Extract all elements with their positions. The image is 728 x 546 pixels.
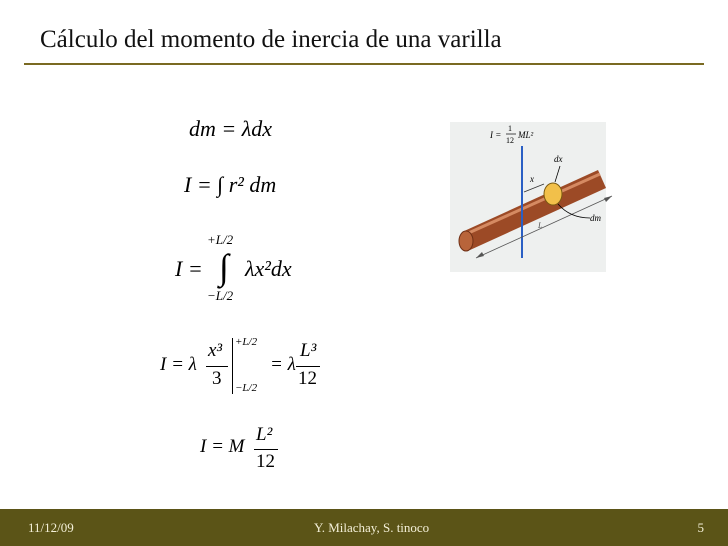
rod-diagram <box>440 118 630 278</box>
eq5-denominator: 12 <box>256 451 275 472</box>
footer-authors: Y. Milachay, S. tinoco <box>314 520 430 535</box>
eq5-lhs: I = M <box>200 436 245 457</box>
eq4-right-denominator: 12 <box>298 368 317 389</box>
figure-formula-den: 12 <box>506 136 514 145</box>
mass-element <box>544 183 562 205</box>
equation-evaluated <box>160 338 330 398</box>
integral-sign-icon: ∫ <box>219 247 229 287</box>
length-arrow-head-left <box>476 252 484 258</box>
footer-page-number: 5 <box>697 520 704 535</box>
footer-bar <box>0 509 728 546</box>
eq5-numerator: L² <box>256 424 273 445</box>
equation-integral-r2dm-text: I = ∫ r² dm <box>184 172 277 197</box>
figure-label-x: x <box>530 174 534 184</box>
slide-title: Cálculo del momento de inercia de una varilla <box>40 26 502 53</box>
footer-date: 11/12/09 <box>28 520 74 535</box>
eq4-right-fraction-bar <box>296 366 320 367</box>
figure-formula-lhs: I = <box>490 130 502 140</box>
figure-label-dx: dx <box>554 154 563 164</box>
eq3-integrand: λx²dx <box>245 256 292 281</box>
eq3-upper-limit: +L/2 <box>207 232 234 247</box>
title-divider <box>24 63 704 65</box>
rod-end-cap <box>459 231 473 251</box>
figure-formula-tail: ML² <box>518 130 534 140</box>
eq5-fraction-bar <box>254 449 278 450</box>
dx-pointer <box>555 166 560 182</box>
eq4-upper-limit: +L/2 <box>235 336 258 348</box>
equation-final <box>200 424 300 474</box>
eq3-lhs: I = <box>175 256 203 281</box>
eq3-lower-limit: −L/2 <box>207 288 234 303</box>
eq4-fraction-bar <box>206 366 228 367</box>
figure-formula-num: 1 <box>508 124 512 133</box>
eq4-mid: = λ <box>270 354 296 375</box>
eq4-evaluation-bar <box>232 338 233 394</box>
eq4-numerator: x³ <box>208 340 223 361</box>
figure-label-L: L <box>538 221 543 230</box>
x-arrow <box>524 184 544 192</box>
eq4-right-numerator: L³ <box>300 340 317 361</box>
equation-integral-r2dm <box>184 172 276 198</box>
length-arrow-head-right <box>604 196 612 202</box>
eq4-lhs: I = λ <box>160 354 197 375</box>
equation-dm <box>189 116 272 142</box>
equation-definite-integral <box>175 232 325 302</box>
eq4-denominator: 3 <box>212 368 222 389</box>
figure-label-dm: dm <box>590 213 601 223</box>
eq4-lower-limit: −L/2 <box>235 382 258 394</box>
equation-dm-text: dm = λdx <box>189 116 273 141</box>
